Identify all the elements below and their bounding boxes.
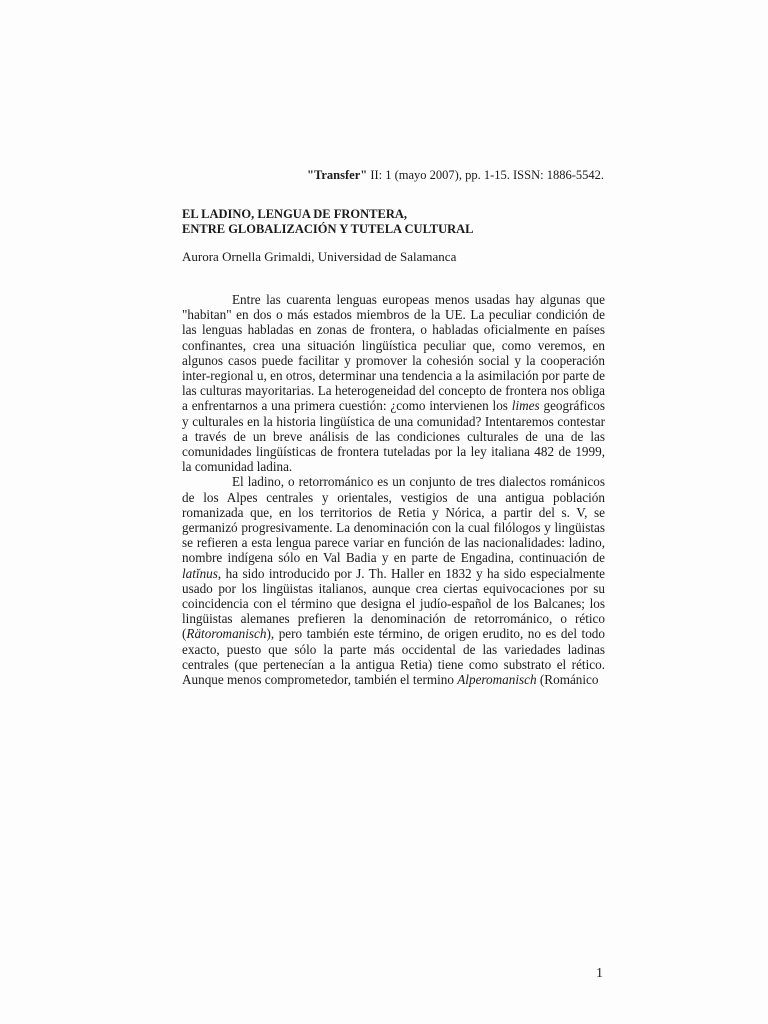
journal-name: "Transfer": [307, 168, 368, 182]
paragraph-2-text-c: ), pero también este término, de origen erudito, no es del todo exacto, puesto que sólo la parte más occidental de las variedades ladinas centrales (que pertenecían a la antigua Retia) tiene como substrato el rético. Aunque menos comprometedor, también el termino: [182, 626, 605, 688]
journal-citation: [307, 168, 604, 183]
author-affiliation: Aurora Ornella Grimaldi, Universidad de Salamanca: [182, 249, 457, 264]
paragraph-2-text-d: (Románico: [536, 672, 599, 688]
citation-details: II: 1 (mayo 2007), pp. 1-15. ISSN: 1886-5542.: [367, 168, 604, 182]
page-number: 1: [596, 966, 603, 981]
paragraph-1: [182, 292, 605, 474]
article-title-line-1: EL LADINO, LENGUA DE FRONTERA,: [182, 207, 408, 221]
article-title: [182, 207, 612, 237]
paragraph-2-italic-latinus: latĭnus: [182, 565, 218, 581]
article-title-line-2: ENTRE GLOBALIZACIÓN Y TUTELA CULTURAL: [182, 222, 474, 236]
article-body: [182, 292, 605, 687]
paragraph-1-italic-limes: limes: [511, 398, 540, 414]
paragraph-1-text-b: geográficos y culturales en la historia lingüística de una comunidad? Intentaremos contestar a través de un breve análisis de las condiciones culturales de una de las comunidades lingüísticas de frontera tuteladas por la ley italiana 482 de 1999, la comunidad ladina.: [182, 398, 605, 475]
paragraph-2: [182, 474, 605, 687]
paragraph-2-italic-ratoromanisch: Rätoromanisch: [186, 626, 267, 642]
paragraph-1-text-a: Entre las cuarenta lenguas europeas menos usadas hay algunas que "habitan" en dos o más estados miembros de la UE. La peculiar condición de las lenguas habladas en zonas de frontera, o habladas oficialmente en países confinantes, crea una situación lingüística peculiar que, como veremos, en algunos casos puede facilitar y promover la cohesión social y la cooperación inter-regional u, en otros, determinar una tendencia a la asimilación por parte de las culturas mayoritarias. La heterogeneidad del concepto de frontera nos obliga a enfrentarnos a una primera cuestión: ¿como intervienen los: [182, 292, 605, 414]
paragraph-2-text-a: El ladino, o retorrománico es un conjunto de tres dialectos románicos de los Alpes centrales y orientales, vestigios de una antigua población romanizada que, en los territorios de Retia y Nórica, a partir del s. V, se germanizó progresivamente. La denominación con la cual filólogos y lingüistas se refieren a esta lengua parece variar en función de las nacionalidades: ladino, nombre indígena sólo en Val Badia y en parte de Engadina, continuación de: [182, 474, 605, 566]
paragraph-2-italic-alperomanisch: Alperomanisch: [457, 672, 537, 688]
paragraph-2-text-b: , ha sido introducido por J. Th. Haller en 1832 y ha sido especialmente usado por los lingüistas italianos, aunque crea ciertas equivocaciones por su coincidencia con el término que designa el judío-español de los Balcanes; los lingüistas alemanes prefieren la denominación de retorrománico, o rético (: [182, 565, 605, 642]
